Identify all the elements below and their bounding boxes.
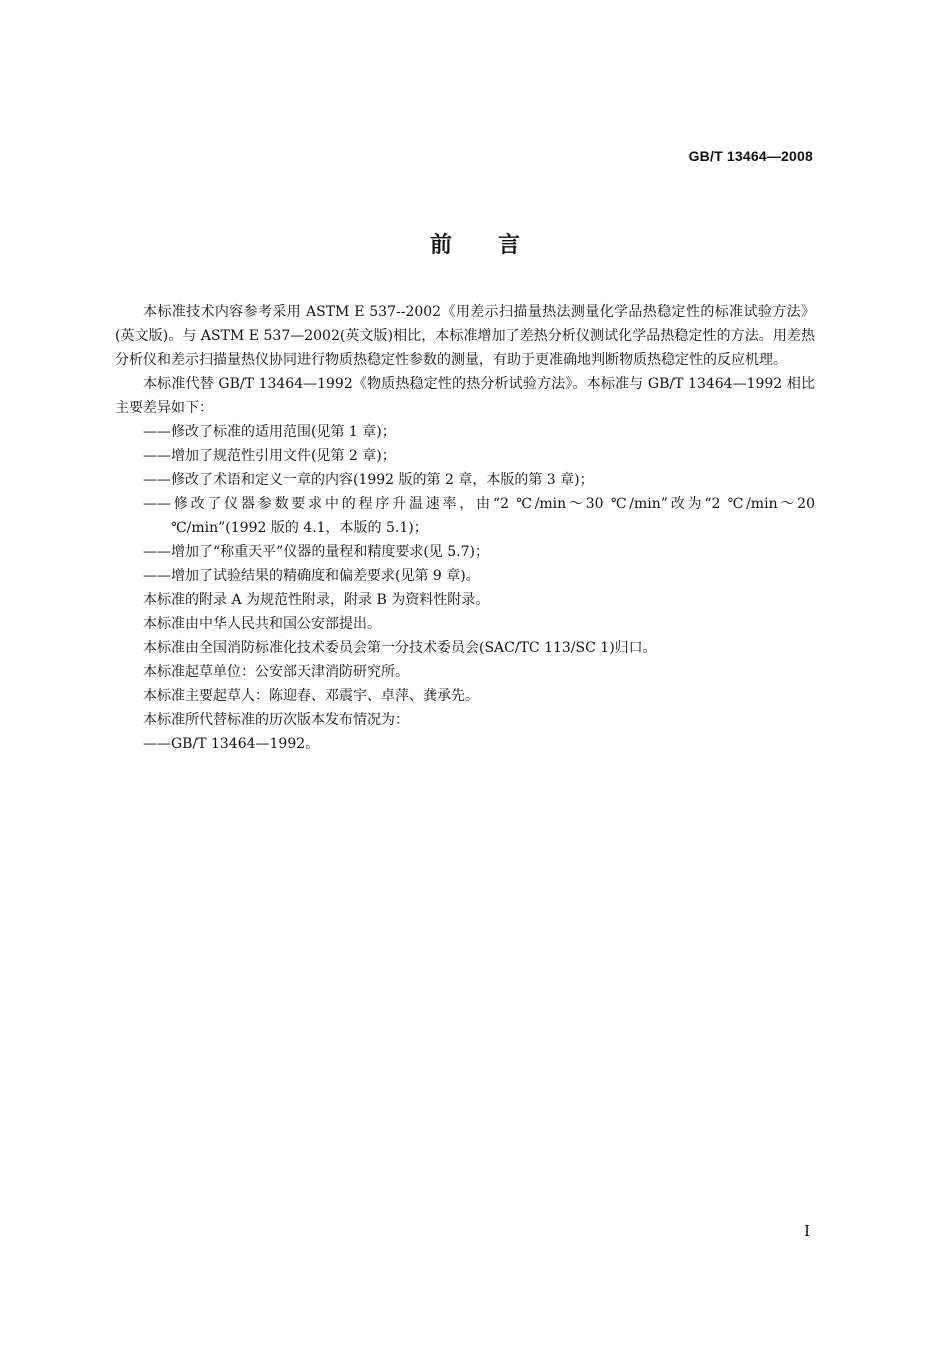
drafters-statement: 本标准主要起草人：陈迎春、邓震宇、卓萍、龚承先。 bbox=[143, 688, 479, 704]
change-item: ——修改了术语和定义一章的内容(1992 版的第 2 章，本版的第 3 章)； bbox=[143, 472, 594, 488]
change-item: ——修改了仪器参数要求中的程序升温速率，由“2 ℃/min～30 ℃/min”改为“2 ℃/min～20 ℃/min”(1992 版的 4.1，本版的 5.1)； bbox=[143, 496, 815, 536]
annex-statement: 本标准的附录 A 为规范性附录，附录 B 为资料性附录。 bbox=[143, 592, 490, 608]
previous-versions-list bbox=[115, 732, 815, 756]
preface-body bbox=[115, 300, 815, 756]
change-item: ——增加了“称重天平”仪器的量程和精度要求(见 5.7)； bbox=[143, 544, 489, 560]
committee-statement: 本标准由全国消防标准化技术委员会第一分技术委员会(SAC/TC 113/SC 1)归口。 bbox=[143, 640, 657, 656]
intro-paragraph: 本标准代替 GB/T 13464—1992《物质热稳定性的热分析试验方法》。本标准与 GB/T 13464—1992 相比主要差异如下： bbox=[115, 376, 815, 416]
intro-paragraph: 本标准技术内容参考采用 ASTM E 537--2002《用差示扫描量热法测量化学品热稳定性的标准试验方法》(英文版)。与 ASTM E 537—2002(英文版)相比，本标准增加了差热分析仪测试化学品热稳定性的方法。用差热分析仪和差示扫描量热仪协同进行物质热稳定性参数的测量，有助于更准确地判断物质热稳定性的反应机理。 bbox=[115, 304, 815, 368]
proposer-statement: 本标准由中华人民共和国公安部提出。 bbox=[143, 616, 381, 632]
change-item: ——增加了规范性引用文件(见第 2 章)； bbox=[143, 448, 396, 464]
version-history-statement: 本标准所代替标准的历次版本发布情况为： bbox=[143, 712, 409, 728]
change-item: ——增加了试验结果的精确度和偏差要求(见第 9 章)。 bbox=[143, 568, 480, 584]
previous-version-item: ——GB/T 13464—1992。 bbox=[143, 736, 320, 752]
changes-list bbox=[115, 420, 815, 588]
change-item: ——修改了标准的适用范围(见第 1 章)； bbox=[143, 424, 396, 440]
page-title: 前言 bbox=[429, 233, 566, 258]
page-number: I bbox=[804, 1222, 810, 1240]
standard-code: GB/T 13464—2008 bbox=[688, 148, 813, 164]
drafting-unit-statement: 本标准起草单位：公安部天津消防研究所。 bbox=[143, 664, 409, 680]
